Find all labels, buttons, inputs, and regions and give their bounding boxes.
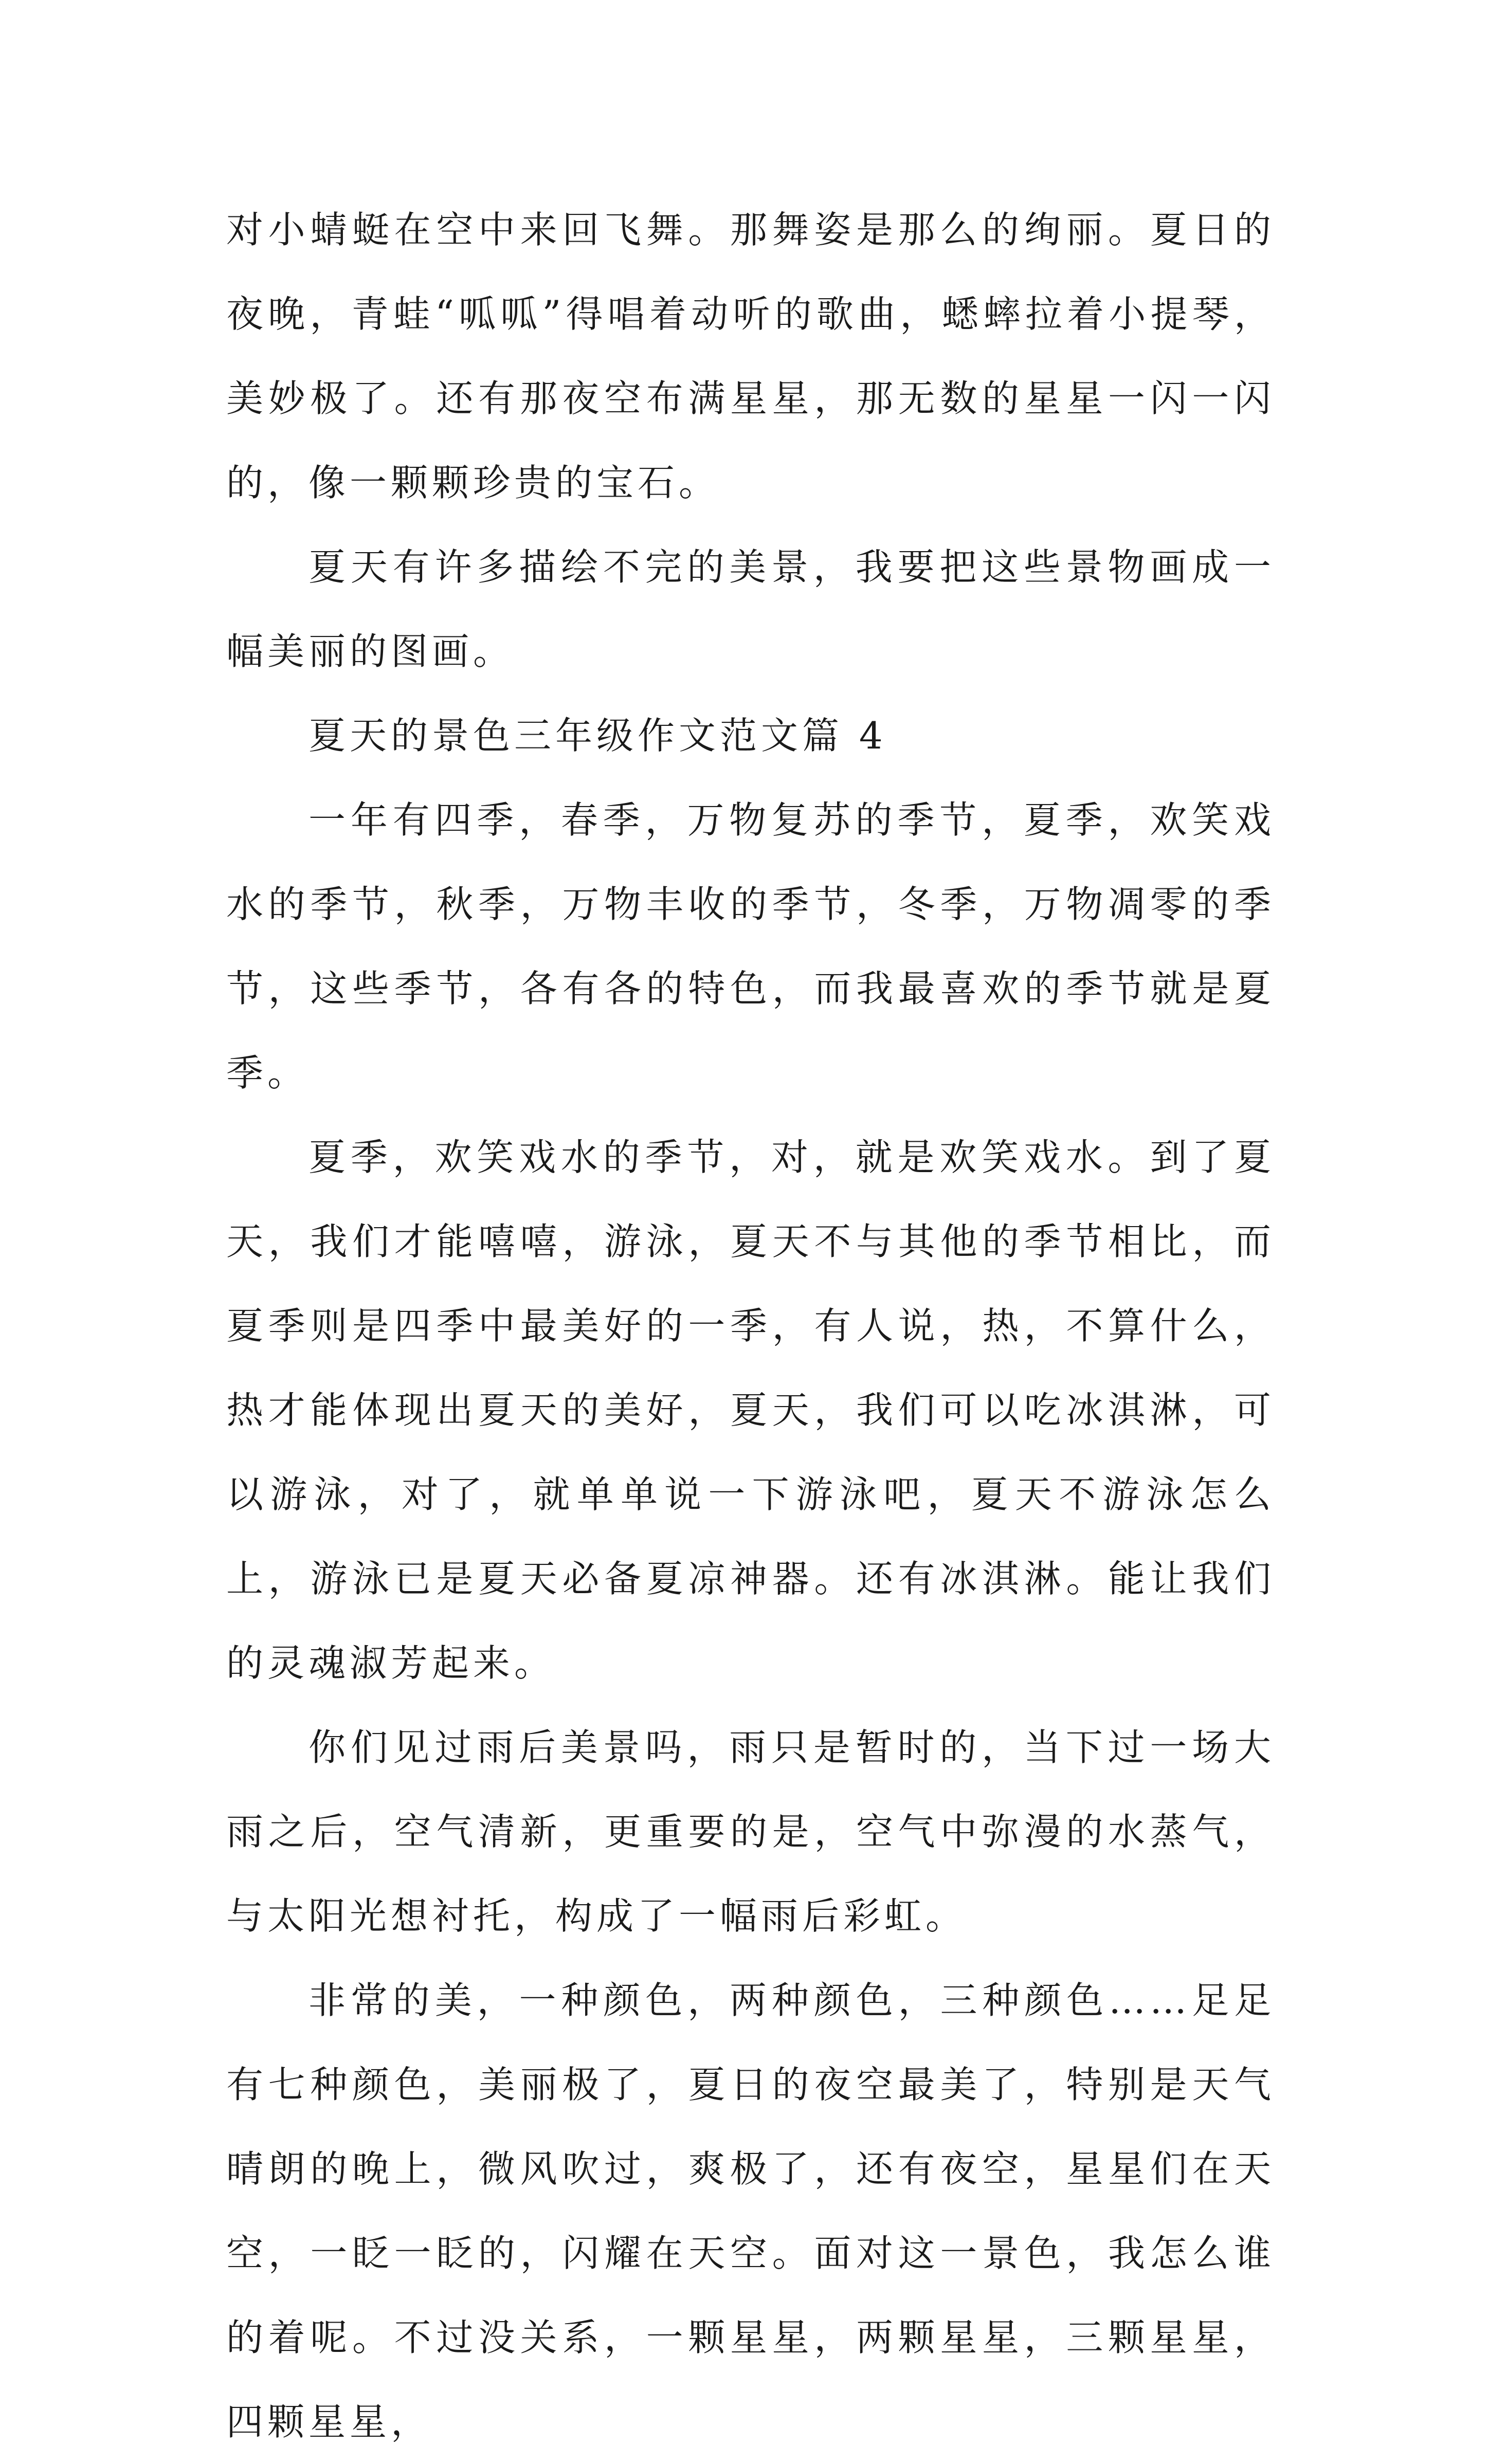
paragraph: 夏天有许多描绘不完的美景，我要把这些景物画成一幅美丽的图画。 bbox=[226, 545, 1275, 673]
paragraph: 你们见过雨后美景吗，雨只是暂时的，当下过一场大雨之后，空气清新，更重要的是，空气中弥漫的水蒸气，与太阳光想衬托，构成了一幅雨后彩虹。 bbox=[226, 1726, 1275, 1938]
document-body bbox=[226, 188, 1275, 2464]
paragraph: 一年有四季，春季，万物复苏的季节，夏季，欢笑戏水的季节，秋季，万物丰收的季节，冬季，万物凋零的季节，这些季节，各有各的特色，而我最喜欢的季节就是夏季。 bbox=[226, 798, 1275, 1094]
paragraph: 夏季，欢笑戏水的季节，对，就是欢笑戏水。到了夏天，我们才能嘻嘻，游泳，夏天不与其他的季节相比，而夏季则是四季中最美好的一季，有人说，热，不算什么，热才能体现出夏天的美好，夏天，我们可以吃冰淇淋，可以游泳，对了，就单单说一下游泳吧，夏天不游泳怎么上，游泳已是夏天必备夏凉神器。还有冰淇淋。能让我们的灵魂淑芳起来。 bbox=[226, 1136, 1275, 1685]
paragraph-continuation: 对小蜻蜓在空中来回飞舞。那舞姿是那么的绚丽。夏日的夜晚，青蛙“呱呱”得唱着动听的歌曲，蟋蟀拉着小提琴，美妙极了。还有那夜空布满星星，那无数的星星一闪一闪的，像一颗颗珍贵的宝石。 bbox=[226, 208, 1275, 504]
paragraph: 非常的美，一种颜色，两种颜色，三种颜色……足足有七种颜色，美丽极了，夏日的夜空最美了，特别是天气晴朗的晚上，微风吹过，爽极了，还有夜空，星星们在天空，一眨一眨的，闪耀在天空。面对这一景色，我怎么谁的着呢。不过没关系，一颗星星，两颗星星，三颗星星，四颗星星， bbox=[226, 1979, 1275, 2443]
section-heading: 夏天的景色三年级作文范文篇 4 bbox=[309, 714, 887, 757]
